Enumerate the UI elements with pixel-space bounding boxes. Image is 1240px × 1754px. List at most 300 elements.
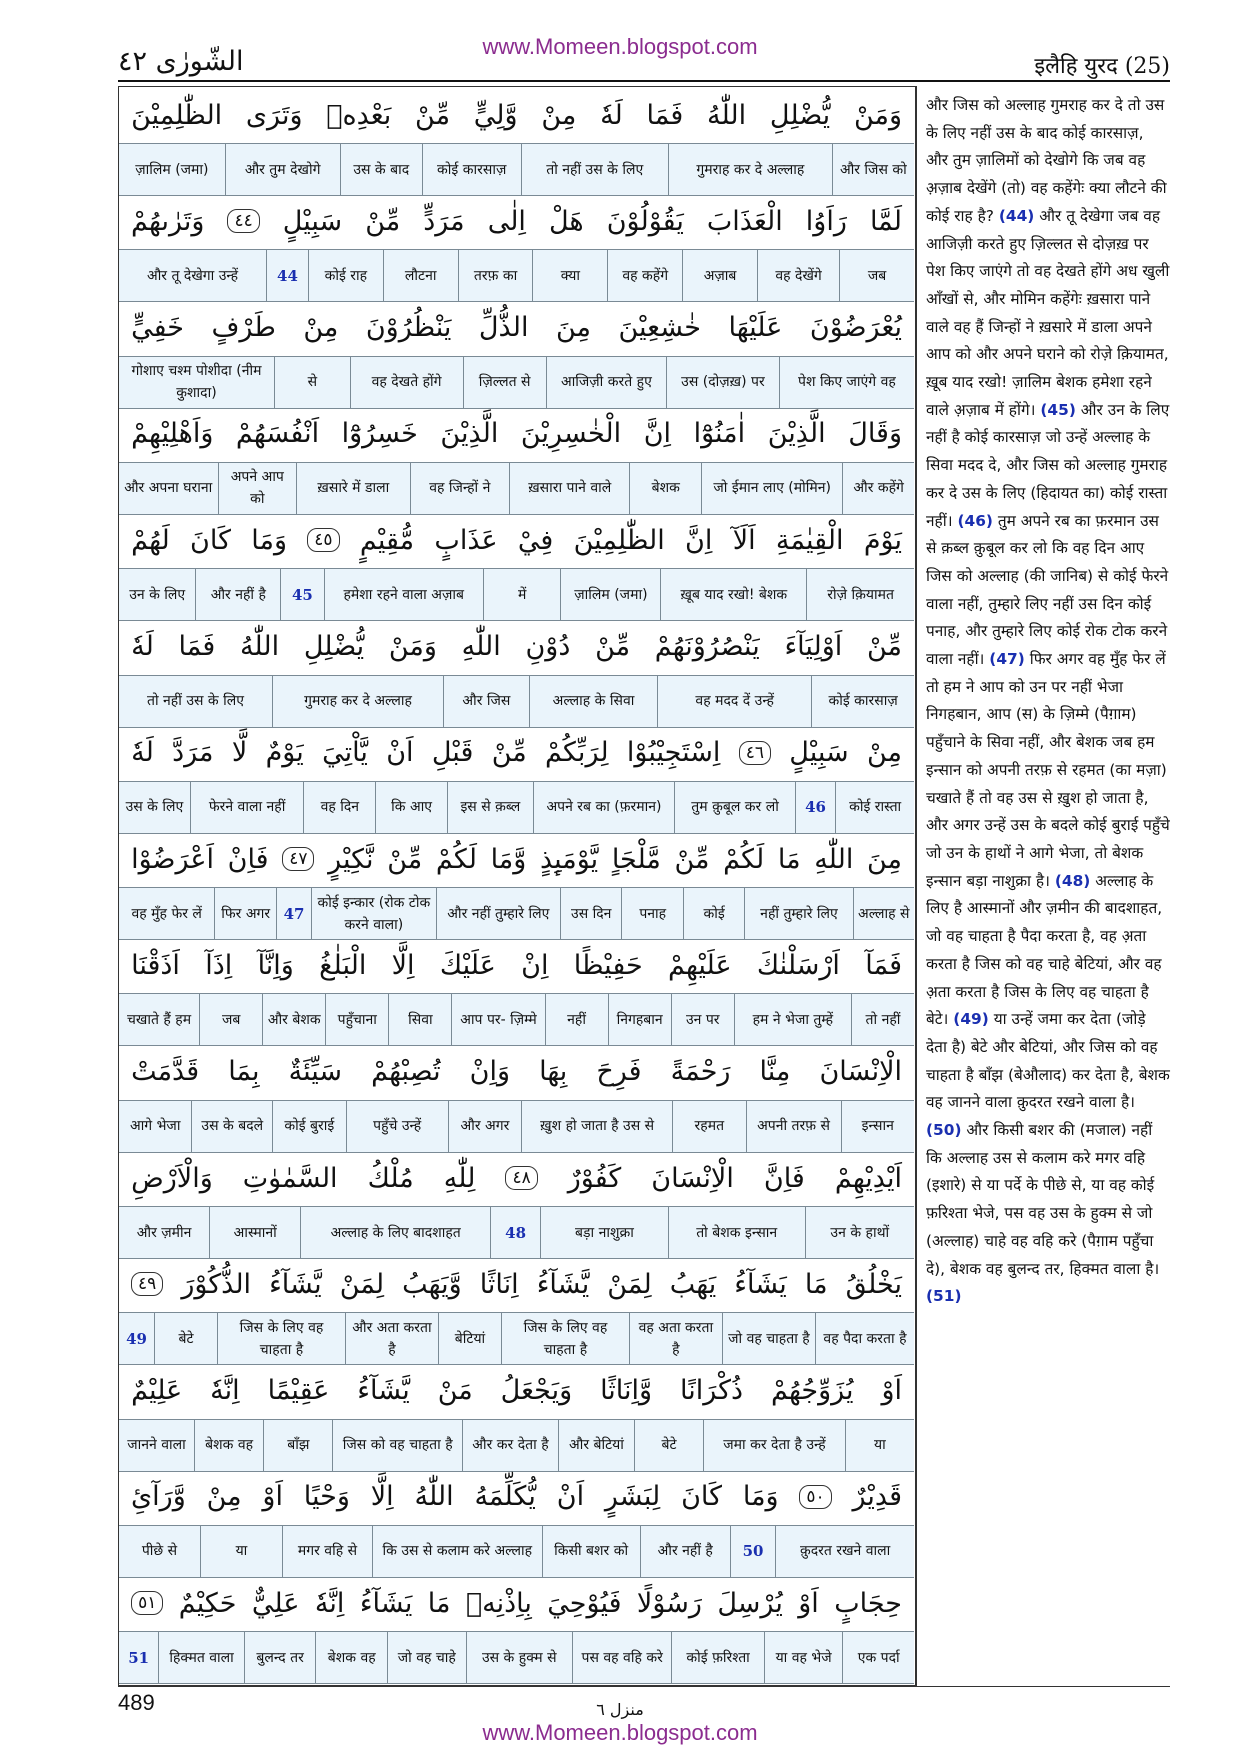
translation-text: और तू देखेगा जब वह आजिज़ी करते हुए ज़िल्लत से दोज़ख़ पर पेश किए जाएंगे तो वह देखते होंगे अध खुली आँखों से, और मोमिन कहेंगेः ख़सारा पाने वाले वह हैं जिन्हों ने ख़सारे में डाला अपने आप को और अपने घराने को रोज़े क़ियामत, ख़ूब याद रखो! ज़ालिम बेशक हमेशा रहने वाले अ़ज़ाब में होंगे। [926,206,1170,419]
gloss-cell: बेशक [629,463,701,514]
gloss-cell: वह देखते होंगे [350,357,463,408]
word-gloss-row [119,462,914,515]
gloss-cell: रोज़े क़ियामत [806,569,914,620]
gloss-cell: पहुँचाना [325,994,388,1045]
arabic-word: مِّنْ [365,205,401,237]
gloss-cell: या [200,1526,282,1577]
gloss-cell: अपने रब का (फ़रमान) [533,782,675,833]
arabic-word: عَقِيْمًا [267,1375,330,1407]
arabic-word: وَّمَا [490,843,527,875]
arabic-word: وَّرَآئِ [131,1481,186,1513]
arabic-word: وَاَهْلِيْهِمْ [131,418,214,450]
verse-number: (46) [957,511,993,530]
arabic-word: اِلَّا [391,949,415,981]
gloss-cell: जब [199,994,262,1045]
arabic-word: يُّضْلِلِ [303,631,365,662]
arabic-word: تُصِبْهُمْ [371,1056,441,1088]
arabic-word: لَهٗ [131,737,154,769]
gloss-cell: ख़सारे में डाला [296,463,409,514]
arabic-word: يَشَآءُ [359,1587,413,1619]
verse-block [119,1044,914,1153]
gloss-cell: अल्लाह के सिवा [529,676,657,727]
arabic-word: سَيِّئَةٌ [288,1056,343,1088]
arabic-word: اَوْلِيَآءَ [784,631,843,662]
arabic-word: فَمَا [646,99,684,131]
gloss-cell: और कहेंगे [842,463,914,514]
arabic-word: اللّٰهُ [239,631,280,662]
arabic-word: يَوْمٌ [265,737,304,769]
gloss-cell: ख़सारा पाने वाले [509,463,629,514]
header-url[interactable]: www.Momeen.blogspot.com [482,34,758,59]
word-gloss-row [119,993,914,1046]
arabic-word: سَبِيْلٍ [282,205,343,237]
footer-url[interactable]: www.Momeen.blogspot.com [482,1720,758,1745]
ayah-number-marker: ٥١ [131,1591,163,1615]
gloss-cell: कोई कारसाज़ [811,676,914,727]
gloss-cell: चखाते हैं हम [126,1011,192,1028]
gloss-cell: और तू देखेगा उन्हें [146,267,239,284]
verse-number: (50) [926,1121,962,1140]
verse-number: (47) [989,650,1025,669]
arabic-word: رَاَوُا [805,205,847,237]
arabic-word: اللّٰهُ [414,1481,454,1513]
gloss-cell: वह जिन्हों ने [410,463,510,514]
verse-block [119,406,914,515]
arabic-word: اِلٰى [487,205,526,237]
arabic-word: لِبَشَرٍ [604,1481,661,1513]
arabic-word: حَكِيْمٌ [178,1587,237,1619]
gloss-cell: वह कहेंगे [607,250,682,301]
arabic-word: عَلَيْهَا [728,312,783,344]
gloss-cell: तो नहीं [851,994,914,1045]
arabic-word: الْقِيٰمَةِ [775,524,844,556]
gloss-cell: जिस के लिए वह चाहता है [501,1313,629,1364]
gloss-cell: कि उस से कलाम करे अल्लाह [372,1526,542,1577]
translation-text: या उन्हें जमा कर देता (जोड़े देता है) बेटे और बेटियां, और जिस को वह चाहता है बाँझ (बेऔलाद) कर देता है, बेशक वह जानने वाला क़ुदरत रखने वाला है। [926,1010,1170,1112]
juz-title: इलैहि युरद (25) [1034,54,1170,79]
gloss-cell: तो बेशक इन्सान [668,1207,805,1258]
arabic-word: لَمَّا [869,205,902,237]
gloss-cell: बेटियां [438,1313,501,1364]
gloss-cell: कोई फ़रिश्ता [671,1632,763,1683]
header-rule [118,80,1170,82]
arabic-word: حَفِيْظًا [573,949,643,981]
gloss-cell: आजिज़ी करते हुए [546,357,666,408]
arabic-word: عَلَيْكَ [439,949,496,981]
gloss-cell: ज़िल्लत से [463,357,546,408]
verse-block [119,1150,914,1259]
arabic-word: وَاِنَّآ [257,949,294,981]
arabic-word: اَنْ [556,1481,585,1513]
gloss-cell: वह मुँह फेर लें [131,905,202,922]
gloss-cell: एक पर्दा [842,1632,914,1683]
gloss-cell: उस के बाद [340,144,422,195]
arabic-word: فَاِنَّ [763,1162,805,1194]
gloss-cell: और बेटियां [558,1420,634,1471]
arabic-word: اَوْ [798,1587,819,1619]
arabic-line [119,300,914,356]
word-gloss-row [119,568,914,621]
gloss-cell: और तुम देखोगे [225,144,340,195]
gloss-ayah-number: 49 [126,1329,147,1348]
gloss-cell: उस दिन [560,888,621,939]
arabic-word: كَفُوْرٌ [567,1162,622,1194]
gloss-cell: कोई राह [308,250,383,301]
arabic-word: لَهٗ [600,99,623,131]
arabic-word: مِّنْ [491,737,527,769]
arabic-word: اَعْرَضُوْا [131,843,214,875]
verse-block [119,619,914,728]
arabic-word: قَبْلِ [431,737,474,769]
gloss-cell: उन के लिए [129,586,186,603]
arabic-word: بَعْدِهٖ [326,99,392,131]
ayah-number-marker: ٤٧ [282,847,314,871]
arabic-word: اَذَقْنَا [131,949,180,981]
arabic-word: بِاِذْنِهٖ [465,1587,532,1619]
arabic-word: يَّشَآءُ [357,1375,410,1407]
verse-block [119,193,914,302]
word-gloss-row [119,356,914,409]
gloss-cell: रहमत [672,1101,745,1152]
gloss-cell: ख़ूब याद रखो! बेशक [660,569,806,620]
arabic-word: مِنْ [866,737,902,769]
gloss-cell: बेटे [154,1313,217,1364]
gloss-cell: वह मदद दें उन्हें [657,676,811,727]
verse-number: (44) [998,206,1035,225]
word-gloss-row [119,1312,914,1365]
arabic-line [119,1256,914,1312]
arabic-word: يَّاْتِيَ [322,737,368,769]
arabic-word: اللّٰهُ [706,99,747,131]
arabic-word: مَا [777,843,801,875]
verse-block [119,831,914,940]
gloss-cell: ज़ालिम (जमा) [135,161,209,178]
arabic-word: فَمَا [178,631,216,662]
arabic-word: لَكُمْ [435,843,477,875]
gloss-cell: और नहीं तुम्हारे लिए [436,888,560,939]
arabic-word: مِّنْ [595,631,631,662]
arabic-word: اِنَّ [685,524,713,556]
gloss-cell: वह दिन [303,782,375,833]
arabic-word: مَا [804,1268,828,1300]
gloss-cell: बाँझ [263,1420,332,1471]
arabic-word: وَحْيًا [303,1481,350,1513]
arabic-line [119,831,914,887]
arabic-word: اللّٰهِ [461,631,501,662]
gloss-cell: बेशक वह [194,1420,263,1471]
arabic-word: لِمَنْ [607,1268,652,1300]
gloss-cell: अज़ाब [682,250,757,301]
gloss-ayah-number: 50 [730,1526,775,1577]
gloss-cell: बुलन्द तर [244,1632,316,1683]
arabic-word: مِنَ [866,843,902,875]
verse-block [119,87,914,196]
arabic-line [119,725,914,781]
arabic-word: مُّقِيْمٍ [359,524,415,556]
verse-block [119,1469,914,1578]
gloss-cell: आप पर- ज़िम्मे [451,994,544,1045]
arabic-word: اَلَآ [732,524,756,556]
gloss-cell: या [845,1420,914,1471]
verse-block [119,937,914,1046]
arabic-word: وَتَرٰٮهُمْ [131,205,205,237]
gloss-cell: उस के लिए [125,799,184,816]
arabic-word: يَنْصُرُوْنَهُمْ [654,631,760,662]
arabic-word: مَرَدٍّ [423,205,465,237]
gloss-cell: कि आए [375,782,447,833]
arabic-word: لِرَبِّكُمْ [545,737,609,769]
gloss-cell: मगर वहि से [282,1526,372,1577]
word-gloss-row [119,1631,914,1684]
arabic-word: يَنْظُرُوْنَ [365,312,452,344]
arabic-word: خَسِرُوْٓا [341,418,418,450]
gloss-cell: अल्लाह के लिए बादशाहत [300,1207,490,1258]
arabic-word: وَمَنْ [388,631,437,662]
gloss-cell: किसी बशर को [542,1526,640,1577]
arabic-word: اَنْ [386,737,414,769]
arabic-word: مِنَّا [759,1056,791,1088]
gloss-cell: जो ईमान लाए (मोमिन) [701,463,842,514]
arabic-word: اٰمَنُوْٓا [693,418,746,450]
gloss-cell: और अता करता है [345,1313,438,1364]
arabic-word: رَسُوْلًا [636,1587,702,1619]
arabic-word: لَكُمْ [723,843,765,875]
gloss-cell: गुमराह कर दे अल्लाह [668,144,832,195]
gloss-cell: जिस के लिए वह चाहता है [217,1313,345,1364]
gloss-cell: कोई इन्कार (रोक टोक करने वाला) [311,888,435,939]
arabic-word: لِمَنْ [339,1268,385,1300]
arabic-word: يُّضْلِلِ [769,99,831,131]
gloss-cell: अपने आप को [218,463,297,514]
gloss-cell: और नहीं है [195,569,280,620]
gloss-cell: ख़ुश हो जाता है उस से [521,1101,672,1152]
translation-text: तुम अपने रब का फ़रमान उस से क़ब्ल क़ुबूल कर लो कि वह दिन आए जिस को अल्लाह (की जानिब) से कोई फेरने वाला नहीं, तुम्हारे लिए नहीं उस दिन कोई पनाह, और तुम्हारे लिए कोई रोक टोक करने वाला नहीं। [926,511,1169,669]
gloss-cell: गोशाए चश्म पोशीदा (नीम कुशादा) [131,363,262,402]
gloss-cell: या वह भेजे [764,1632,843,1683]
gloss-cell: इन्सान [841,1101,914,1152]
translation-text: और उन के लिए नहीं है कोई कारसाज़ जो उन्हें अल्लाह के सिवा मदद दे, और जिस को अल्लाह गुमराह कर दे उस के लिए (हिदायत का) कोई रास्ता नहीं। [926,400,1170,530]
arabic-word: اِنْ [521,949,549,981]
gloss-cell: तो नहीं उस के लिए [146,693,244,709]
gloss-cell: वह अता करता है [629,1313,722,1364]
arabic-word: وَاِنْ [469,1056,511,1088]
arabic-word: الْبَلٰغُ [319,949,367,981]
arabic-word: ذُكْرَانًا [680,1375,744,1407]
verse-block [119,1363,914,1472]
gloss-cell: पहुँचे उन्हें [346,1101,448,1152]
arabic-word: مَنْ [437,1375,473,1407]
verse-block [119,512,914,621]
arabic-word: وَقَالَ [848,418,902,450]
arabic-word: حِجَابٍ [834,1587,902,1619]
arabic-word: وَالْاَرْضِ [131,1162,213,1194]
arabic-word: خَفِيٍّ [131,312,184,344]
gloss-cell: फिर अगर [214,888,275,939]
footer-rule [118,1686,1170,1687]
arabic-word: خٰشِعِيْنَ [618,312,701,344]
page-number: 489 [118,1690,155,1715]
arabic-word: فَيُوْحِيَ [547,1587,622,1619]
ayah-number-marker: ٥٠ [799,1485,831,1509]
arabic-word: الْاِنْسَانَ [819,1056,902,1088]
gloss-cell: और ज़मीन [136,1224,192,1241]
gloss-cell: निगहबान [608,994,671,1045]
gloss-cell: हम ने भेजा तुम्हें [734,994,851,1045]
arabic-word: مِّنْ [674,843,710,875]
gloss-ayah-number: 51 [128,1648,150,1667]
arabic-word: يَشَآءُ [734,1268,787,1300]
arabic-word: يَهَبُ [669,1268,717,1300]
ayah-number-marker: ٤٤ [227,209,259,233]
arabic-word: مِنْ [541,99,577,131]
arabic-word: مُلْكُ [367,1162,414,1194]
verse-block [119,1256,914,1365]
arabic-word: اِنَّهٗ [210,1375,240,1407]
gloss-ayah-number: 44 [266,250,308,301]
gloss-cell: जिस को वह चाहता है [332,1420,462,1471]
verse-block [119,300,914,409]
arabic-word: السَّمٰوٰتِ [242,1162,338,1194]
arabic-word: اِسْتَجِيْبُوْا [626,737,721,769]
word-gloss-row [119,1100,914,1153]
arabic-word: الْاِنْسَانَ [651,1162,734,1194]
gloss-cell: अल्लाह से [853,888,914,939]
word-gloss-row [119,1206,914,1259]
gloss-cell: बड़ा नाशुक्रा [540,1207,668,1258]
gloss-ayah-number: 45 [280,569,323,620]
verse-number: (45) [1040,400,1076,419]
arabic-word: مِنْ [206,1481,242,1513]
arabic-word: مِّنْ [866,631,902,662]
gloss-cell: उन पर [671,994,734,1045]
arabic-word: بِمَا [228,1056,260,1088]
gloss-cell: कोई कारसाज़ [422,144,521,195]
manzil-label: منزل ٦ [596,1700,644,1719]
arabic-line [119,937,914,993]
arabic-word: مَا [427,1587,451,1619]
gloss-cell: सिवा [388,994,451,1045]
arabic-word: اِذَآ [205,949,233,981]
arabic-word: اَنْفُسَهُمْ [235,418,320,450]
ayah-number-marker: ٤٩ [131,1272,163,1296]
arabic-word: مِّنْ [415,99,451,131]
word-gloss-row [119,143,914,196]
arabic-word: الْعَذَابَ [706,205,783,237]
arabic-line [119,619,914,675]
gloss-cell: पनाह [621,888,682,939]
verse-number: (51) [926,1287,962,1306]
gloss-cell: उस (दोज़ख़) पर [666,357,779,408]
verse-block [119,725,914,834]
arabic-word: يَقُوْلُوْنَ [606,205,684,237]
arabic-word: وَمَا [742,1481,779,1513]
arabic-line [119,512,914,568]
arabic-word: اِنَاثًا [479,1268,519,1300]
arabic-word: وَيَجْعَلُ [500,1375,573,1407]
arabic-word: مَرَدَّ [172,737,214,769]
arabic-word: اِنَّهٗ [314,1587,345,1619]
arabic-word: اِنَّ [643,418,672,450]
gloss-cell: हिक्मत वाला [158,1632,244,1683]
arabic-word: وَّيَهَبُ [402,1268,462,1300]
gloss-cell: और जिस को [832,144,914,195]
arabic-word: مِنْ [303,312,339,344]
arabic-word: لَّا [231,737,248,769]
arabic-word: مَّلْجَاٍ [611,843,661,875]
gloss-cell: उन के हाथों [805,1207,914,1258]
arabic-word: عَذَابٍ [434,524,498,556]
gloss-cell: उस के बदले [191,1101,272,1152]
arabic-word: وَتَرَى [245,99,303,131]
word-gloss-row [119,1419,914,1472]
gloss-cell: इस से क़ब्ल [447,782,533,833]
translation-text: अल्लाह के लिए है आस्मानों और ज़मीन की बादशाहत, जो वह चाहता है पैदा करता है, वह अ़ता करता है जिस को वह चाहे बेटियां, और वह अ़ता करता है जिस के लिए वह चाहता है बेटे। [926,871,1163,1029]
arabic-word: عَلِيْمٌ [131,1375,183,1407]
gloss-cell: पस वह वहि करे [572,1632,671,1683]
arabic-line [119,1469,914,1525]
gloss-cell: लौटना [383,250,458,301]
ayah-number-marker: ٤٦ [739,741,771,765]
arabic-word: عَلَيْهِمْ [667,949,732,981]
arabic-word: اِلَّا [370,1481,394,1513]
gloss-cell: कोई बुराई [272,1101,345,1152]
arabic-word: وَّلِيٍّ [473,99,518,131]
verse-block [119,1575,914,1684]
gloss-ayah-number: 48 [490,1207,540,1258]
gloss-cell: और जिस [443,676,529,727]
gloss-cell: वह पैदा करता है [815,1313,914,1364]
arabic-word: اللّٰهِ [814,843,854,875]
arabic-word: كَانَ [190,524,231,556]
arabic-line [119,1575,914,1631]
arabic-line [119,1044,914,1100]
arabic-word: اَوْ [262,1481,283,1513]
column-divider [916,86,917,1686]
word-gloss-row [119,781,914,834]
arabic-word: الَّذِيْنَ [767,418,826,450]
gloss-cell: में [483,569,560,620]
gloss-cell: गुमराह कर दे अल्लाह [272,676,443,727]
arabic-word: يَّشَآءُ [536,1268,590,1300]
gloss-cell: क्या [532,250,607,301]
quran-translation-table [118,86,916,1686]
gloss-cell: जमा कर देता है उन्हें [703,1420,845,1471]
arabic-line [119,1363,914,1419]
arabic-word: الذُّلِّ [478,312,529,344]
arabic-line [119,193,914,249]
arabic-word: نَّكِيْرٍ [328,843,374,875]
arabic-word: لَهٗ [131,631,154,662]
arabic-word: اَيْدِيْهِمْ [834,1162,902,1194]
arabic-word: دُوْنِ [525,631,571,662]
gloss-cell: तरफ़ का [458,250,533,301]
ayah-number-marker: ٤٥ [307,528,339,552]
arabic-word: لَهُمْ [131,524,170,556]
gloss-cell: और कर देता है [462,1420,558,1471]
arabic-word: يَّشَآءُ [269,1268,322,1300]
verse-number: (49) [953,1010,989,1029]
verse-number: (48) [1054,871,1091,890]
gloss-cell: नहीं [545,994,608,1045]
arabic-word: كَانَ [681,1481,723,1513]
arabic-word: اَوْ [881,1375,902,1407]
gloss-cell: तुम क़ुबूल कर लो [674,782,795,833]
arabic-line [119,406,914,462]
gloss-ayah-number: 46 [795,782,835,833]
gloss-cell: अपनी तरफ़ से [746,1101,841,1152]
arabic-word: يُرْسِلَ [717,1587,783,1619]
gloss-cell: कोई रास्ता [835,782,914,833]
